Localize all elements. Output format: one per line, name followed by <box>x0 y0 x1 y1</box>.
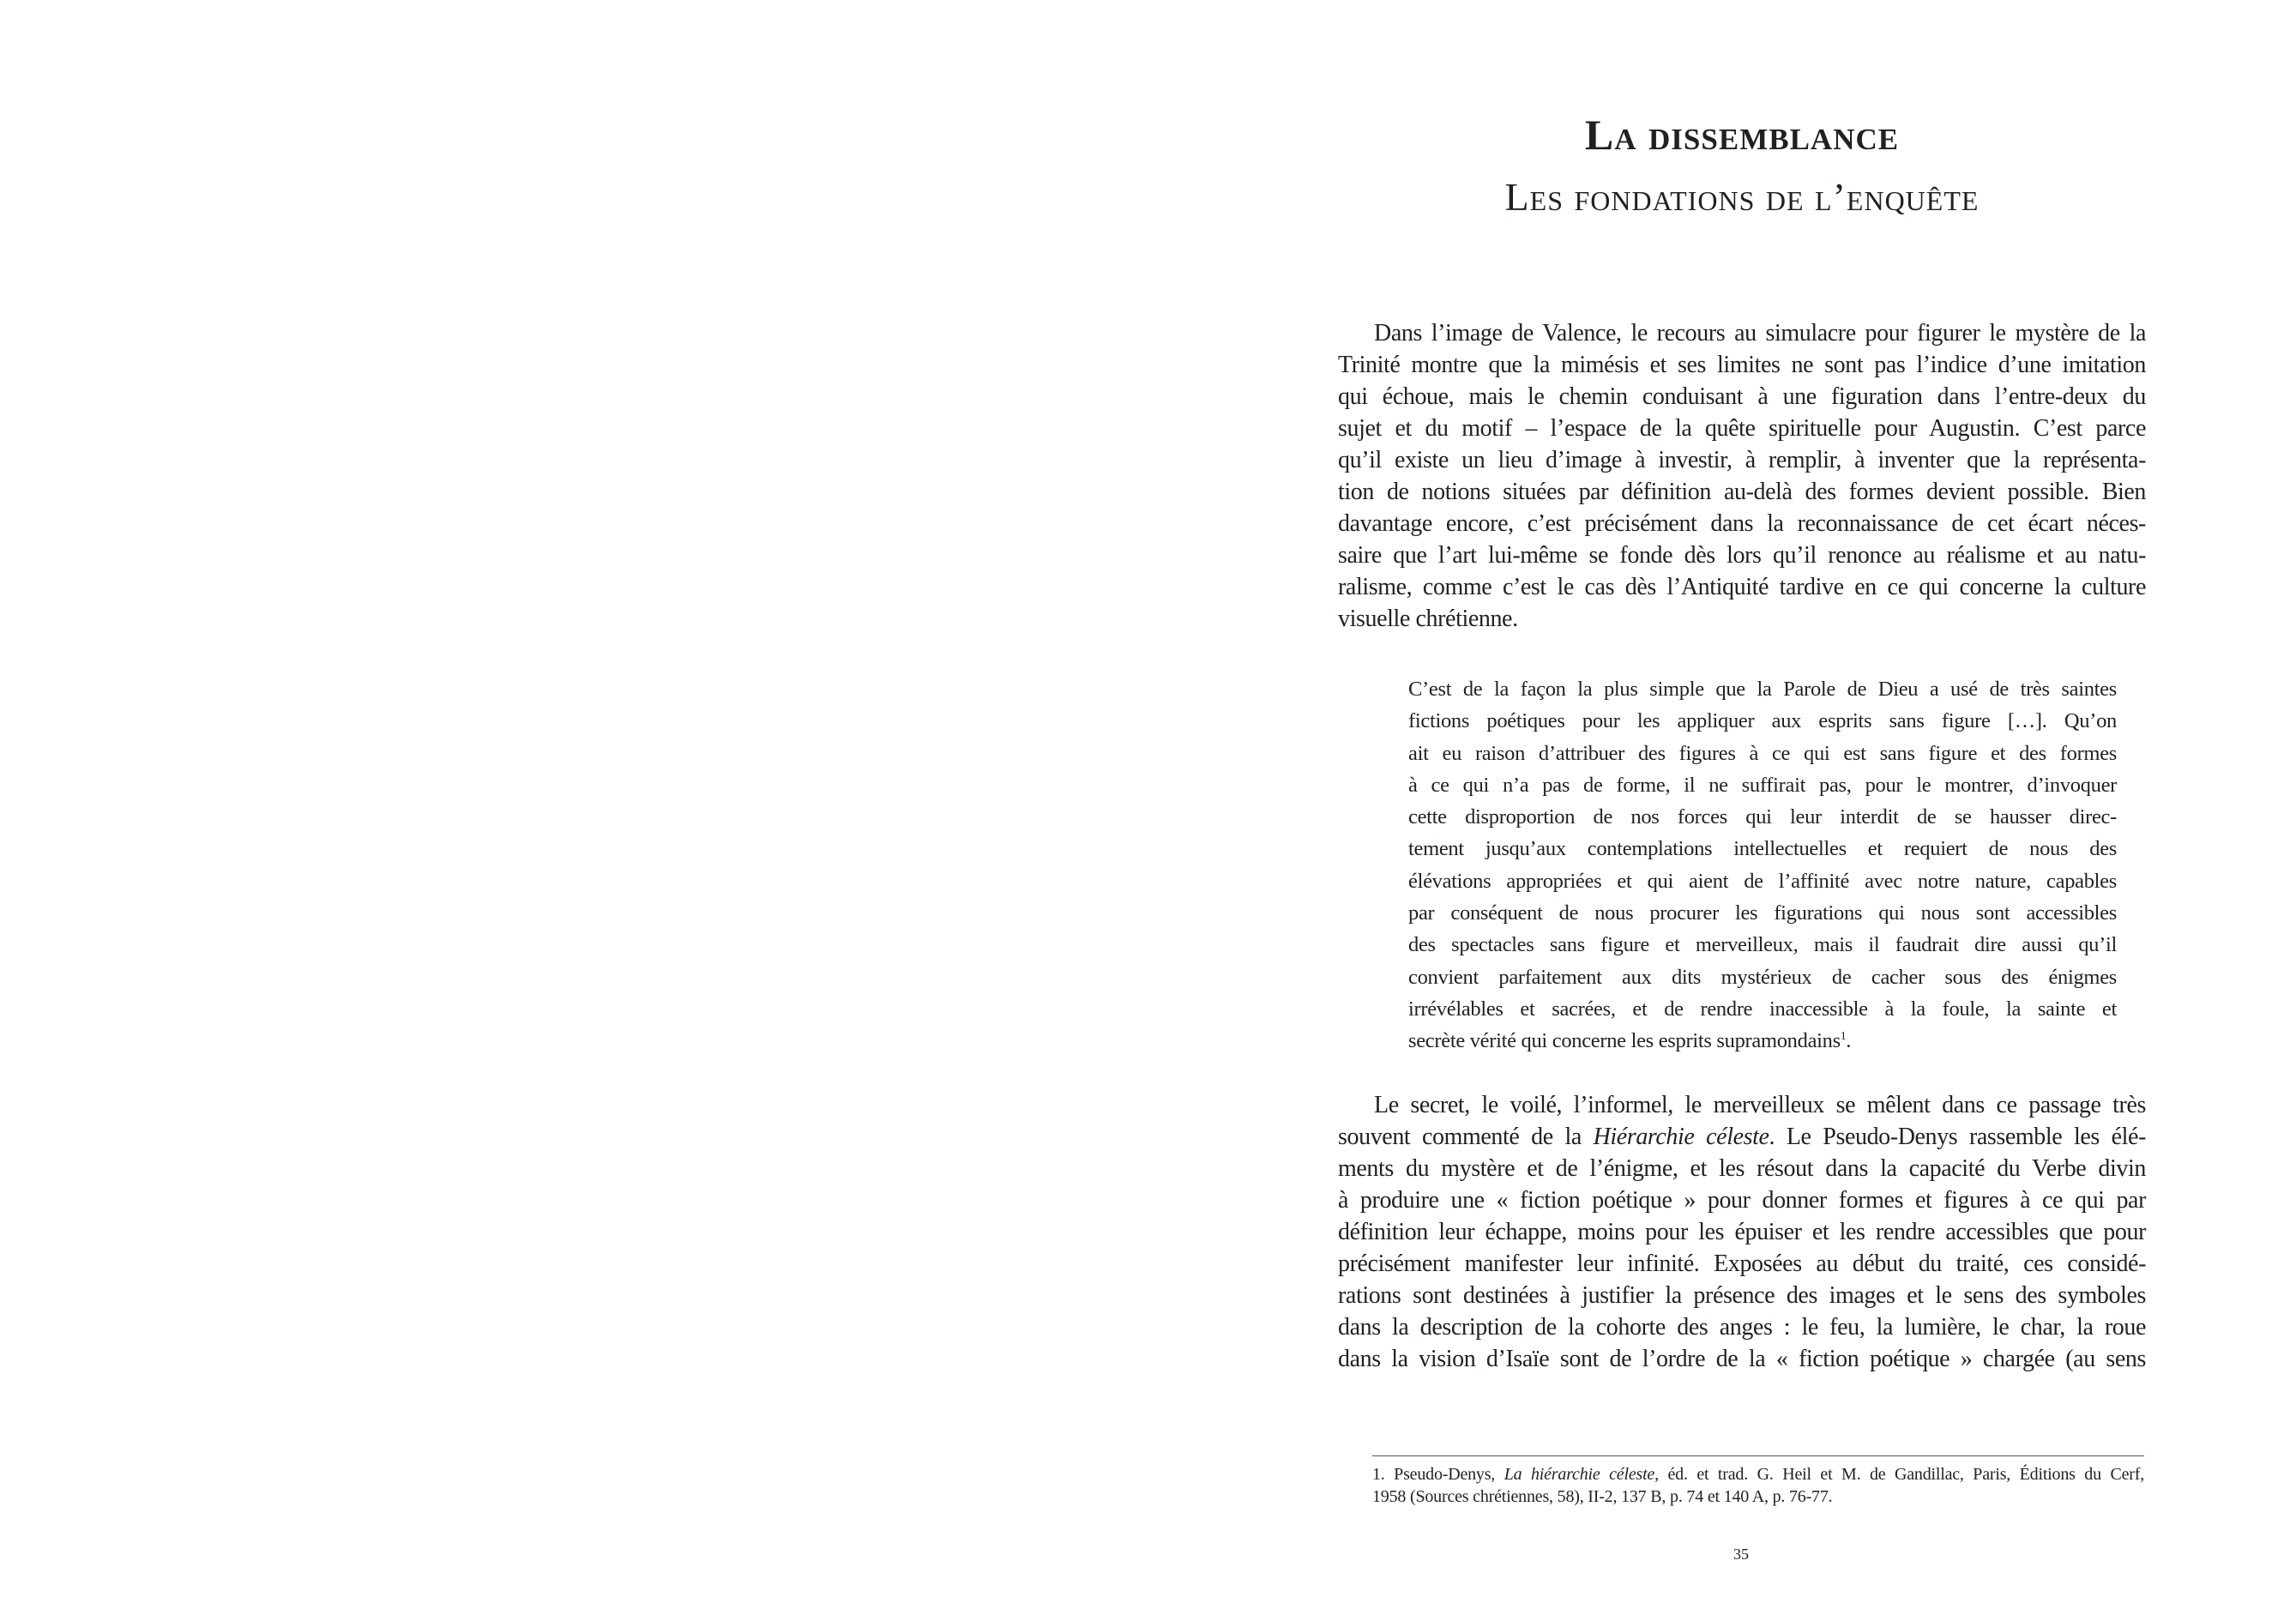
text-line: Le secret, le voilé, l’informel, le merveilleux se mêlent dans ce passage très <box>1374 1092 2146 1118</box>
text-line: Trinité montre que la mimésis et ses limites ne sont pas l’indice d’une imitation <box>1338 352 2146 378</box>
text-line: visuelle chrétienne. <box>1338 606 1518 632</box>
quote-line: cette disproportion de nos forces qui leur interdit de se hausser direc- <box>1408 805 2117 829</box>
quote-line: des spectacles sans figure et merveilleux, mais il faudrait dire aussi qu’il <box>1408 933 2117 957</box>
footnote-reference[interactable]: 1 <box>1840 1029 1847 1043</box>
text: , éd. et trad. G. Heil et M. de Gandillac, Paris, Éditions du Cerf, <box>1654 1465 2144 1484</box>
book-title: La hiérarchie céleste <box>1504 1465 1655 1484</box>
text-line: dans la description de la cohorte des anges : le feu, la lumière, le char, la roue <box>1338 1314 2146 1341</box>
text-line: qu’il existe un lieu d’image à investir, à remplir, à inventer que la représenta- <box>1338 447 2146 473</box>
text-line: saire que l’art lui-même se fonde dès lors qu’il renonce au réalisme et au natu- <box>1338 542 2146 569</box>
text-line: définition leur échappe, moins pour les épuiser et les rendre accessibles que pour <box>1338 1219 2146 1245</box>
quote-line: ait eu raison d’attribuer des figures à ce qui est sans figure et des formes <box>1408 741 2117 765</box>
text-line: précisément manifester leur infinité. Exposées au début du traité, ces considé- <box>1338 1250 2146 1277</box>
text-line: sujet et du motif – l’espace de la quête spirituelle pour Augustin. C’est parce <box>1338 415 2146 442</box>
text-line <box>1338 1121 2146 1153</box>
quote-text: secrète vérité qui concerne les esprits supramondains <box>1408 1029 1841 1053</box>
quote-line: par conséquent de nous procurer les figurations qui nous sont accessibles <box>1408 901 2117 925</box>
text-line: à produire une « fiction poétique » pour donner formes et figures à ce qui par <box>1338 1187 2146 1214</box>
text-line: rations sont destinées à justifier la présence des images et le sens des symboles <box>1338 1282 2146 1309</box>
text-line: Dans l’image de Valence, le recours au simulacre pour figurer le mystère de la <box>1374 320 2146 346</box>
quote-end: . <box>1846 1029 1852 1053</box>
book-title: Hiérarchie céleste <box>1593 1124 1769 1150</box>
quote-line: fictions poétiques pour les appliquer aux esprits sans figure […]. Qu’on <box>1408 709 2117 733</box>
quote-line: irrévélables et sacrées, et de rendre inaccessible à la foule, la sainte et <box>1408 997 2117 1021</box>
text: 1. Pseudo-Denys, <box>1372 1465 1504 1484</box>
footnote <box>1372 1463 2144 1508</box>
quote-line: C’est de la façon la plus simple que la Parole de Dieu a usé de très saintes <box>1408 678 2117 701</box>
text-line: tion de notions situées par définition au-delà des formes devient possible. Bien <box>1338 479 2146 505</box>
quote-line: convient parfaitement aux dits mystérieux de cacher sous des énigmes <box>1408 965 2117 989</box>
text-line: ments du mystère et de l’énigme, et les résout dans la capacité du Verbe divin <box>1338 1155 2146 1182</box>
text-line: qui échoue, mais le chemin conduisant à une figuration dans l’entre-deux du <box>1338 383 2146 410</box>
chapter-title: La dissemblance <box>1584 111 1900 159</box>
text: . Le Pseudo-Denys rassemble les élé- <box>1769 1124 2146 1150</box>
paragraph-2 <box>1338 1089 2146 1375</box>
page-number: 35 <box>1733 1546 1749 1563</box>
quote-line: tement jusqu’aux contemplations intellectuelles et requiert de nous des <box>1408 837 2117 861</box>
footnote-divider <box>1372 1455 2144 1456</box>
text-line: dans la vision d’Isaïe sont de l’ordre de la « fiction poétique » chargée (au sens <box>1338 1346 2146 1372</box>
chapter-subtitle: Les fondations de l’enquête <box>1504 175 1980 219</box>
quote-line: à ce qui n’a pas de forme, il ne suffirait pas, pour le montrer, d’invoquer <box>1408 773 2117 797</box>
text-line: ralisme, comme c’est le cas dès l’Antiquité tardive en ce qui concerne la culture <box>1338 574 2146 600</box>
quote-line <box>1408 1025 2117 1057</box>
text-line: davantage encore, c’est précisément dans la reconnaissance de cet écart néces- <box>1338 510 2146 537</box>
paragraph-1 <box>1338 317 2146 635</box>
block-quote <box>1408 673 2117 1058</box>
footnote-line: 1958 (Sources chrétiennes, 58), II-2, 137 B, p. 74 et 140 A, p. 76-77. <box>1372 1487 1833 1506</box>
text: souvent commenté de la <box>1338 1124 1594 1150</box>
footnote-line <box>1372 1463 2144 1485</box>
quote-line: élévations appropriées et qui aient de l’affinité avec notre nature, capables <box>1408 869 2117 893</box>
